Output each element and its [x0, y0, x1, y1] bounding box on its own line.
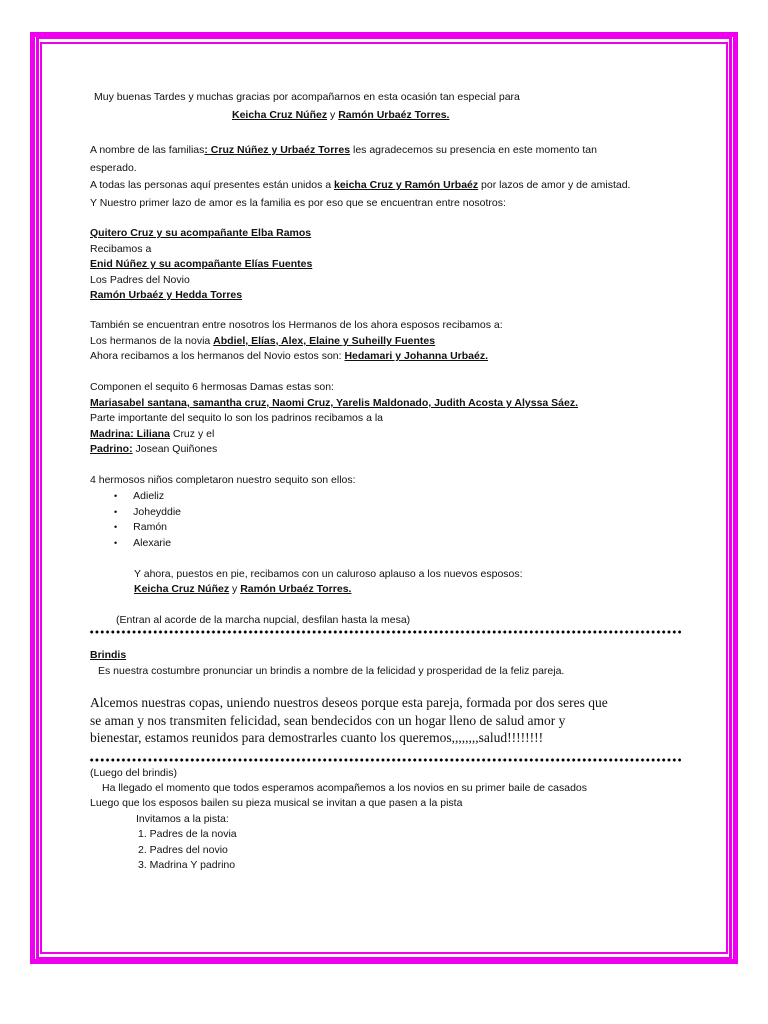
madrina-rest: Cruz y el — [169, 428, 215, 440]
toast-text-1: Alcemos nuestras copas, uniendo nuestros deseos porque esta pareja, formada por dos seres que — [90, 695, 608, 710]
families-prefix: A nombre de las familias — [90, 144, 205, 156]
united-names: keicha Cruz y Ramón Urbaéz — [334, 179, 479, 191]
families-line-2: esperado. — [90, 162, 137, 174]
groom-siblings-names: Hedamari y Johanna Urbaéz. — [344, 350, 489, 362]
groom-parents-names: Ramón Urbaéz y Hedda Torres — [90, 289, 243, 301]
toast-text-2: se aman y nos transmiten felicidad, sean bendecidos con un hogar lleno de salud amor y — [90, 713, 566, 728]
dance-note: (Luego del brindis) — [90, 767, 177, 779]
child-name: Joheyddie — [133, 506, 182, 518]
toast-intro: Es nuestra costumbre pronunciar un brindis a nombre de la felicidad y prosperidad de la feliz pareja. — [98, 665, 565, 677]
united-suffix: por lazos de amor y de amistad. — [478, 179, 631, 191]
entrance-note: (Entran al acorde de la marcha nupcial, desfilan hasta la mesa) — [116, 614, 411, 626]
madrina-label: Madrina: Liliana — [90, 428, 170, 440]
first-bond-line: Y Nuestro primer lazo de amor es la familia es por eso que se encuentran entre nosotros: — [90, 197, 506, 209]
siblings-intro: También se encuentran entre nosotros los Hermanos de los ahora esposos recibamos a: — [90, 319, 503, 331]
court-intro: Componen el sequito 6 hermosas Damas estas son: — [90, 381, 334, 393]
godparents-intro: Parte importante del sequito lo son los padrinos recibamos a la — [90, 412, 383, 424]
list-item: • Alexarie — [114, 537, 172, 549]
frame-band-top — [36, 36, 732, 39]
conjunction: y — [330, 109, 336, 121]
groom-parents-label: Los Padres del Novio — [90, 274, 190, 286]
dance-line-2: Luego que los esposos bailen su pieza musical se invitan a que pasen a la pista — [90, 797, 463, 809]
bride-siblings-names: Abdiel, Elías, Alex, Elaine y Suheilly Fuentes — [213, 335, 436, 347]
groom-name: Ramón Urbaéz Torres. — [338, 109, 450, 121]
entrance-line: Y ahora, puestos en pie, recibamos con un caluroso aplauso a los nuevos esposos: — [134, 568, 523, 580]
dance-line-1: Ha llegado el momento que todos esperamos acompañemos a los novios en su primer baile de casados — [102, 782, 588, 794]
entrance-couple-line — [134, 582, 351, 597]
dotted-divider — [89, 758, 681, 762]
welcome-line: Muy buenas Tardes y muchas gracias por acompañarnos en esta ocasión tan especial para — [94, 91, 520, 103]
child-name: Adieliz — [133, 490, 165, 502]
frame-band-right — [729, 36, 732, 960]
bride-siblings-prefix: Los hermanos de la novia — [90, 335, 214, 347]
padrino-rest: Josean Quiñones — [132, 443, 218, 455]
toast-heading: Brindis — [90, 649, 127, 661]
child-name: Alexarie — [133, 537, 172, 549]
entrance-conj: y — [229, 583, 241, 595]
madrina-line — [90, 427, 214, 442]
padrino-label: Padrino: — [90, 443, 133, 455]
court-ladies: Mariasabel santana, samantha cruz, Naomi Cruz, Yarelis Maldonado, Judith Acosta y Alyssa Sáez. — [90, 397, 579, 409]
bride-parents-1: Quitero Cruz y su acompañante Elba Ramos — [90, 227, 312, 239]
united-line — [90, 178, 630, 193]
padrino-line — [90, 442, 217, 457]
toast-text-3: bienestar, estamos reunidos para demostrarles cuanto los queremos,,,,,,,,salud!!!!!!!! — [90, 730, 544, 745]
list-item: 1. Padres de la novia — [138, 828, 237, 840]
receive-line: Recibamos a — [90, 243, 152, 255]
united-prefix: A todas las personas aquí presentes están unidos a — [90, 179, 334, 191]
dotted-divider — [89, 630, 681, 634]
children-intro: 4 hermosos niños completaron nuestro sequito son ellos: — [90, 474, 356, 486]
list-item: • Adieliz — [114, 490, 165, 502]
child-name: Ramón — [133, 521, 168, 533]
bride-siblings-line — [90, 334, 435, 349]
couple-names-line — [210, 108, 449, 123]
bride-name: Keicha Cruz Núñez — [232, 109, 328, 121]
families-suffix: les agradecemos su presencia en este momento tan — [350, 144, 597, 156]
frame-band-bottom — [36, 957, 732, 960]
families-names: : Cruz Núñez y Urbaéz Torres — [204, 144, 351, 156]
entrance-groom: Ramón Urbaéz Torres. — [240, 583, 352, 595]
bride-parents-2: Enid Núñez y su acompañante Elías Fuentes — [90, 258, 313, 270]
groom-siblings-prefix: Ahora recibamos a los hermanos del Novio estos son: — [90, 350, 345, 362]
families-line — [90, 143, 597, 158]
list-item: • Joheyddie — [114, 506, 182, 518]
dance-invite: Invitamos a la pista: — [136, 813, 229, 825]
groom-siblings-line — [90, 349, 488, 364]
entrance-bride: Keicha Cruz Núñez — [134, 583, 230, 595]
list-item: 2. Padres del novio — [138, 844, 228, 856]
list-item: • Ramón — [114, 521, 168, 533]
frame-band-left — [36, 36, 39, 960]
list-item: 3. Madrina Y padrino — [138, 859, 236, 871]
